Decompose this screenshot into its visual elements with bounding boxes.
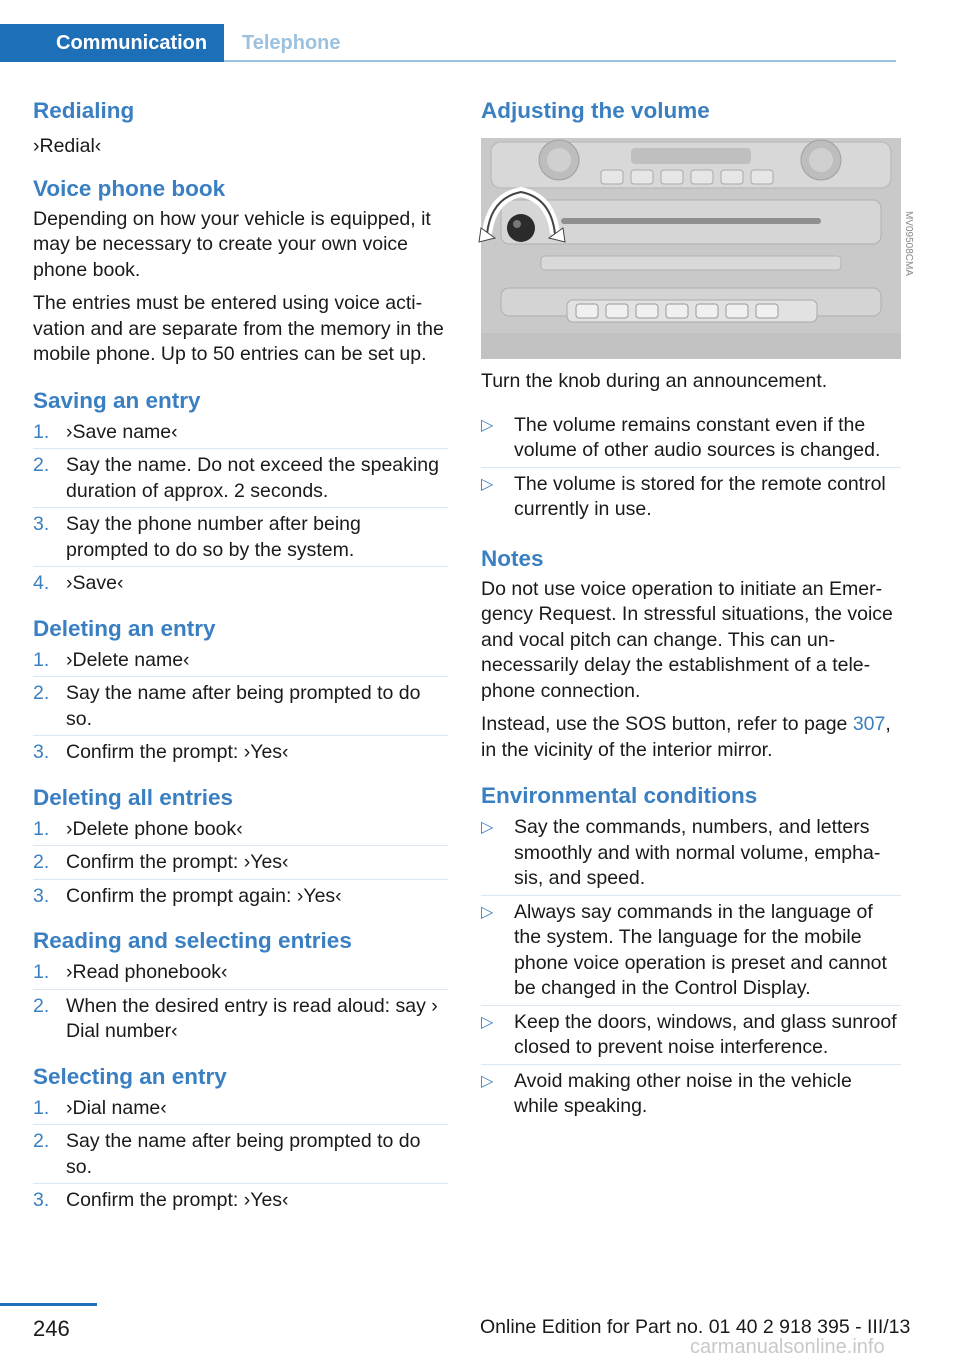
triangle-bullet-icon: ▷ [481, 1013, 494, 1031]
section-tab-telephone[interactable]: Telephone [242, 32, 341, 54]
step-number: 2. [33, 994, 50, 1017]
step-number: 1. [33, 420, 50, 443]
header-rule [224, 60, 896, 62]
step-text: ›Save‹ [66, 572, 124, 594]
list-item [33, 677, 448, 736]
step-number: 1. [33, 1096, 50, 1119]
step-text: Confirm the prompt: ›Yes‹ [66, 741, 289, 763]
heading-adjusting-volume: Adjusting the volume [481, 98, 710, 123]
list-item [33, 1125, 448, 1184]
list-item [33, 644, 448, 678]
step-text: ›Delete name‹ [66, 648, 190, 671]
bullet-text: Say the commands, numbers, and letters smoothly and with normal volume, emphasis, and speed. [514, 816, 881, 889]
list-item [33, 846, 448, 880]
step-text: Confirm the prompt again: ›Yes‹ [66, 884, 342, 907]
notes-paragraph-2 [481, 712, 901, 763]
section-tab-communication[interactable]: Communication [0, 24, 224, 62]
step-text: Say the name after being prompted to do so. [66, 1130, 421, 1178]
step-number: 1. [33, 817, 50, 840]
heading-deleting-entry: Deleting an entry [33, 615, 216, 641]
volume-knob-illustration [481, 138, 914, 359]
heading-notes: Notes [481, 545, 544, 571]
list-item [33, 508, 448, 567]
triangle-bullet-icon: ▷ [481, 819, 494, 836]
list-item [481, 811, 901, 896]
list-item [33, 1092, 448, 1126]
notes-paragraph-1: Do not use voice operation to initiate an Emergency Request. In stressful situations, the voice and vocal pitch can change. This can unnecessarily delay the establishment of a telephone connection. [481, 577, 893, 702]
heading-voice-phone-book: Voice phone book [33, 175, 226, 201]
notes-text-after-link: , in the vicinity of the interior mirror. [481, 713, 891, 761]
heading-saving-entry: Saving an entry [33, 387, 201, 413]
page-header [0, 0, 960, 62]
heading-redialing: Redialing [33, 98, 135, 123]
list-item [33, 449, 448, 508]
step-text: Say the name after being prompted to do so. [66, 682, 421, 730]
step-text: ›Delete phone book‹ [66, 817, 243, 840]
step-number: 3. [33, 1189, 50, 1211]
step-number: 2. [33, 454, 50, 476]
bullet-text: The volume is stored for the remote control currently in use. [514, 472, 886, 520]
list-item [33, 416, 448, 450]
list-item [33, 736, 448, 769]
step-number: 2. [33, 682, 50, 704]
voice-book-paragraph-1: Depending on how your vehicle is equipped, it may be necessary to create your own voice phone book. [33, 207, 431, 281]
step-number: 4. [33, 572, 50, 594]
edition-line: Online Edition for Part no. 01 40 2 918 395 - III/13 [480, 1316, 911, 1338]
bullet-text: The volume remains constant even if the volume of other audio sources is changed. [514, 413, 881, 461]
step-number: 1. [33, 648, 50, 671]
list-item [481, 468, 901, 526]
volume-bullets [481, 409, 901, 526]
list-item [481, 1065, 901, 1123]
step-text: Confirm the prompt: ›Yes‹ [66, 1189, 289, 1211]
step-number: 2. [33, 1130, 50, 1152]
step-text: Say the phone number after being prompted to do so by the system. [66, 513, 361, 561]
site-watermark: carmanualsonline.info [690, 1336, 885, 1358]
redial-command: ›Redial‹ [33, 135, 102, 157]
list-item [481, 1006, 901, 1065]
step-number: 3. [33, 513, 50, 535]
environment-bullets [481, 811, 901, 1123]
heading-deleting-all: Deleting all entries [33, 784, 234, 810]
selecting-steps [33, 1092, 448, 1217]
image-code: MV09508CMA [902, 210, 914, 277]
list-item [481, 409, 901, 468]
volume-caption: Turn the knob during an announcement. [481, 370, 828, 392]
step-number: 3. [33, 741, 50, 763]
deleting-entry-steps [33, 644, 448, 769]
triangle-bullet-icon: ▷ [481, 416, 494, 434]
console-illustration [481, 138, 901, 359]
step-text: Say the name. Do not exceed the speaking duration of approx. 2 seconds. [66, 454, 439, 502]
step-text: ›Dial name‹ [66, 1096, 167, 1119]
reading-steps [33, 956, 448, 1048]
heading-environmental-conditions: Environmental conditions [481, 783, 758, 808]
step-text: When the desired entry is read aloud: say › Dial number‹ [66, 994, 438, 1042]
list-item [33, 990, 448, 1048]
bullet-text: Avoid making other noise in the vehicle while speaking. [514, 1069, 852, 1117]
page-reference-link[interactable]: 307 [852, 713, 886, 735]
right-column [481, 96, 914, 1123]
step-text: ›Save name‹ [66, 420, 178, 443]
step-number: 2. [33, 851, 50, 873]
list-item [33, 813, 448, 847]
step-number: 1. [33, 961, 50, 983]
notes-text-before-link: Instead, use the SOS button, refer to page [481, 713, 853, 735]
list-item [33, 880, 448, 913]
step-text: Confirm the prompt: ›Yes‹ [66, 851, 289, 873]
voice-book-paragraph-2: The entries must be entered using voice activation and are separate from the memory in the mobile phone. Up to 50 entries can be set up. [33, 292, 444, 365]
heading-selecting-entry: Selecting an entry [33, 1063, 227, 1089]
footer-rule [0, 1303, 97, 1306]
step-text: ›Read phonebook‹ [66, 961, 228, 983]
list-item [33, 1184, 448, 1217]
heading-reading-selecting: Reading and selecting entries [33, 928, 352, 953]
bullet-text: Keep the doors, windows, and glass sunroof closed to prevent noise interference. [514, 1010, 897, 1058]
triangle-bullet-icon: ▷ [481, 1072, 494, 1090]
list-item [481, 896, 901, 1006]
triangle-bullet-icon: ▷ [481, 903, 494, 921]
list-item [33, 956, 448, 990]
left-column [33, 96, 448, 1217]
step-number: 3. [33, 884, 50, 907]
saving-steps [33, 416, 448, 600]
page-number: 246 [33, 1316, 70, 1341]
bullet-text: Always say commands in the language of the system. The language for the mobile phone voice operation is preset and cannot be changed in the Control Display. [514, 900, 887, 999]
triangle-bullet-icon: ▷ [481, 475, 494, 493]
list-item [33, 567, 448, 600]
deleting-all-steps [33, 813, 448, 913]
